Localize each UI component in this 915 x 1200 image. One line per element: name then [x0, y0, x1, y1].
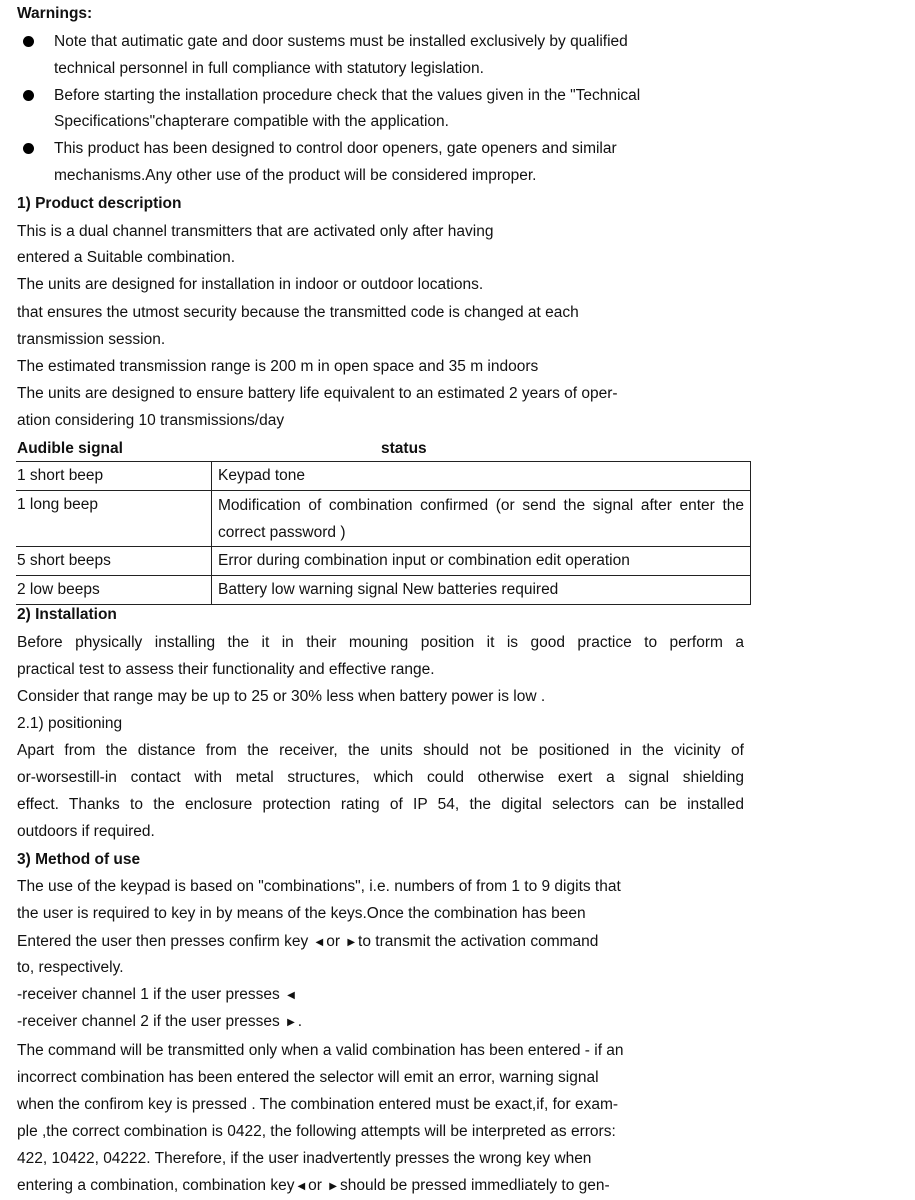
- table-header-status: status: [381, 440, 427, 457]
- method-line: The command will be transmitted only when a valid combination has been entered - if an: [17, 1042, 624, 1059]
- method-line: when the confirom key is pressed . The combination entered must be exact,if, for exam-: [17, 1096, 619, 1113]
- installation-para2: Consider that range may be up to 25 or 30% less when battery power is low .: [17, 688, 546, 705]
- method-line: incorrect combination has been entered the selector will emit an error, warning signal: [17, 1069, 599, 1086]
- table-row: [16, 462, 751, 491]
- table-row: [16, 491, 751, 547]
- positioning-line: or-worsestill-in contact with metal structures, which could otherwise exert a signal shielding: [17, 769, 744, 786]
- product-description-line: entered a Suitable combination.: [17, 249, 236, 266]
- warning-2-line-1: Before starting the installation procedure check that the values given in the "Technical: [54, 87, 641, 104]
- right-triangle-icon: ▶: [347, 937, 356, 948]
- method-line3-part-b: to transmit the activation command: [358, 933, 599, 950]
- product-description-line: This is a dual channel transmitters that are activated only after having: [17, 223, 494, 240]
- method-line-keys: [17, 932, 598, 952]
- method-line-channel-1: [17, 985, 298, 1005]
- warnings-heading: Warnings:: [17, 5, 93, 22]
- bullet-dot-icon: [23, 143, 34, 154]
- right-triangle-icon: ▶: [329, 1181, 337, 1192]
- status-cell: Error during combination input or combination edit operation: [212, 547, 751, 576]
- table-row: [16, 547, 751, 576]
- bullet-dot-icon: [23, 36, 34, 47]
- method-line-keys-2: [17, 1176, 610, 1196]
- method-line12-part-a: entering a combination, combination key: [17, 1177, 295, 1194]
- warning-2-line-2: Specifications"chapterare compatible with the application.: [54, 113, 449, 130]
- channel-2-text: -receiver channel 2 if the user presses: [17, 1013, 280, 1030]
- method-line12-part-b: should be pressed immedliately to gen-: [339, 1177, 610, 1194]
- signal-cell: 5 short beeps: [16, 547, 212, 576]
- warning-1-line-1: Note that autimatic gate and door sustems must be installed exclusively by qualified: [54, 33, 628, 50]
- status-cell: Battery low warning signal New batteries required: [212, 576, 751, 605]
- method-line: The use of the keypad is based on "combinations", i.e. numbers of from 1 to 9 digits that: [17, 878, 621, 895]
- method-line12-or: or: [308, 1177, 322, 1194]
- positioning-last-line: outdoors if required.: [17, 823, 155, 840]
- status-cell: Modification of combination confirmed (or send the signal after enter the correct password ): [212, 491, 751, 547]
- method-line: the user is required to key in by means of the keys.Once the combination has been: [17, 905, 586, 922]
- product-description-line: The units are designed to ensure battery life equivalent to an estimated 2 years of oper-: [17, 385, 618, 402]
- installation-para1-line2: practical test to assess their functionality and effective range.: [17, 661, 435, 678]
- signal-cell: 1 long beep: [16, 491, 212, 547]
- left-triangle-icon: ◀: [287, 990, 295, 1001]
- method-line3-part-a: Entered the user then presses confirm key: [17, 933, 309, 950]
- product-description-line: ation considering 10 transmissions/day: [17, 412, 285, 429]
- method-line3-or: or: [326, 933, 341, 950]
- installation-para1-line1: Before physically installing the it in their mouning position it is good practice to perform a: [17, 634, 744, 651]
- audible-signal-table: [16, 461, 751, 605]
- method-of-use-heading: 3) Method of use: [17, 851, 141, 868]
- method-line: ple ,the correct combination is 0422, the following attempts will be interpreted as errors:: [17, 1123, 616, 1140]
- warning-3-line-1: This product has been designed to control door openers, gate openers and similar: [54, 140, 617, 157]
- warning-1-line-2: technical personnel in full compliance with statutory legislation.: [54, 60, 484, 77]
- left-triangle-icon: ◀: [315, 937, 324, 948]
- signal-cell: 2 low beeps: [16, 576, 212, 605]
- product-description-line: The estimated transmission range is 200 m in open space and 35 m indoors: [17, 358, 539, 375]
- left-triangle-icon: ◀: [297, 1181, 306, 1192]
- positioning-line: effect. Thanks to the enclosure protection rating of IP 54, the digital selectors can be installed: [17, 796, 744, 813]
- channel-1-text: -receiver channel 1 if the user presses: [17, 986, 280, 1003]
- product-description-line: transmission session.: [17, 331, 166, 348]
- signal-cell: 1 short beep: [16, 462, 212, 491]
- installation-heading: 2) Installation: [17, 606, 117, 623]
- method-line: to, respectively.: [17, 959, 124, 976]
- table-header-signal: Audible signal: [17, 440, 123, 457]
- product-description-heading: 1) Product description: [17, 195, 182, 212]
- channel-2-period: .: [297, 1013, 303, 1030]
- product-description-line: that ensures the utmost security because the transmitted code is changed at each: [17, 304, 579, 321]
- table-row: [16, 576, 751, 605]
- product-description-line: The units are designed for installation in indoor or outdoor locations.: [17, 276, 484, 293]
- method-line-channel-2: [17, 1012, 302, 1032]
- right-triangle-icon: ▶: [287, 1017, 295, 1028]
- positioning-subheading: 2.1) positioning: [17, 715, 123, 732]
- positioning-line: Apart from the distance from the receiver, the units should not be positioned in the vicinity of: [17, 742, 744, 759]
- status-cell: Keypad tone: [212, 462, 751, 491]
- bullet-dot-icon: [23, 90, 34, 101]
- method-line: 422, 10422, 04222. Therefore, if the user inadvertently presses the wrong key when: [17, 1150, 592, 1167]
- warning-3-line-2: mechanisms.Any other use of the product will be considered improper.: [54, 167, 537, 184]
